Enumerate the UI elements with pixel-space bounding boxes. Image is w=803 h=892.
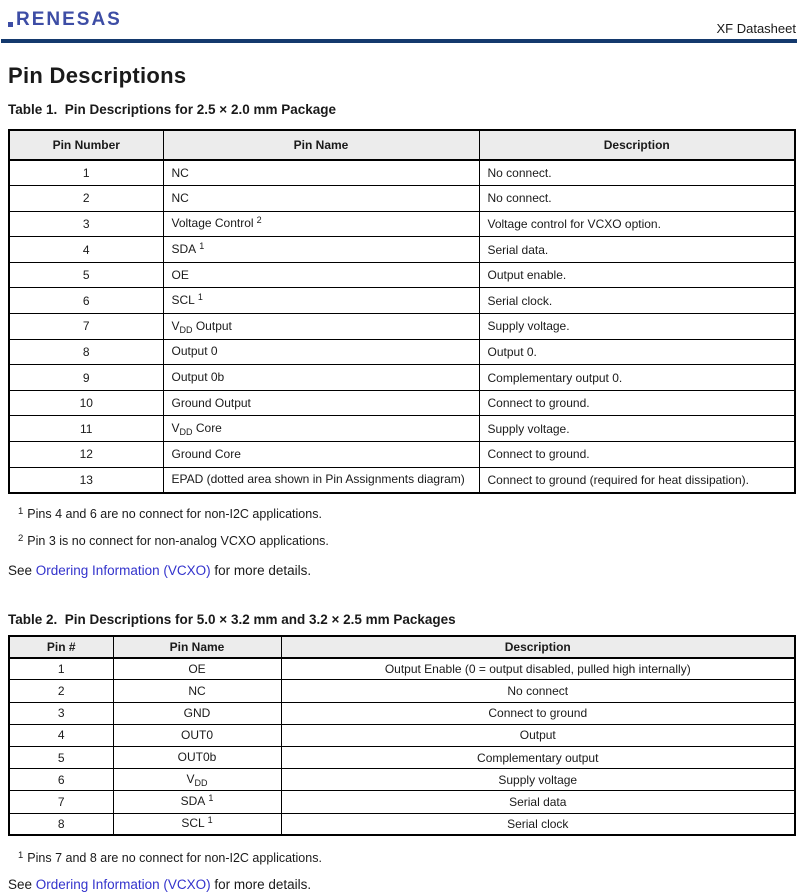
table-row [9,365,795,391]
pin-number-cell: 3 [9,211,163,237]
table-row [9,237,795,263]
pin-name-cell [163,288,479,314]
col-header-pin-name: Pin Name [163,130,479,160]
pin-name-text: NC [188,683,206,698]
pin-name-footnote-marker: 1 [208,793,214,804]
page-header [0,0,803,39]
pin-number-cell: 10 [9,390,163,416]
footnote-text: Pin 3 is no connect for non-analog VCXO applications. [27,533,329,548]
pin-name-cell [113,813,281,835]
renesas-logo [8,9,122,33]
pin-description-cell: Output Enable (0 = output disabled, pulled high internally) [281,658,795,680]
pin-name-cell [163,339,479,365]
pin-number-cell: 2 [9,186,163,212]
pin-description-cell: Connect to ground (required for heat dissipation). [479,467,795,493]
pin-name-text: Ground Output [171,395,251,410]
pin-number-cell: 12 [9,442,163,468]
pin-name-footnote-marker: 1 [207,815,213,826]
pin-name-cell [113,769,281,791]
see-text-post: for more details. [210,562,312,578]
pin-description-cell: Output 0. [479,339,795,365]
see-text-post: for more details. [210,877,312,892]
pin-name-text: Output [192,318,232,333]
pin-description-cell: Output enable. [479,262,795,288]
pin-name-text: GND [183,705,211,720]
col-header-description: Description [479,130,795,160]
pin-name-text: OE [171,267,189,282]
see-ordering-note [8,877,803,892]
footnote-text: Pins 4 and 6 are no connect for non-I2C applications. [27,506,322,521]
pin-table-2 [8,635,796,837]
pin-name-text: EPAD (dotted area shown in Pin Assignments diagram) [171,472,465,487]
pin-description-cell: Connect to ground [281,702,795,724]
pin-name-text: V [171,421,180,436]
pin-name-cell [163,442,479,468]
pin-name-cell [163,365,479,391]
pin-name-cell [163,467,479,493]
pin-description-cell: No connect [281,680,795,702]
logo-square-icon [8,22,13,27]
table-header-row [9,130,795,160]
pin-name-text: OUT0 [180,727,213,742]
pin-name-cell [163,262,479,288]
table-row [9,467,795,493]
pin-name-cell [163,211,479,237]
col-header-pin-number: Pin # [9,636,113,658]
pin-description-cell: Supply voltage. [479,416,795,442]
col-header-pin-number: Pin Number [9,130,163,160]
pin-description-cell: Output [281,724,795,746]
footnote-marker: 1 [18,505,24,517]
pin-description-cell: Complementary output [281,746,795,768]
table-row [9,390,795,416]
pin-name-text: SCL [181,816,205,831]
page-title: Pin Descriptions [8,63,187,88]
pin-name-subscript: DD [179,324,193,335]
col-header-pin-name: Pin Name [113,636,281,658]
pin-name-cell [163,160,479,186]
pin-name-text: NC [171,165,189,180]
pin-description-cell: Connect to ground. [479,442,795,468]
pin-description-cell: Connect to ground. [479,390,795,416]
pin-number-cell: 7 [9,791,113,813]
pin-name-text: SDA [171,242,197,257]
table-row [9,724,795,746]
table-row [9,769,795,791]
pin-number-cell: 4 [9,724,113,746]
pin-number-cell: 2 [9,680,113,702]
pin-table-1 [8,129,796,494]
pin-name-text: V [171,318,180,333]
footnote [18,848,803,866]
pin-name-cell [113,702,281,724]
pin-name-footnote-marker: 1 [197,292,203,303]
footnote-marker: 1 [18,850,24,862]
pin-name-cell [113,791,281,813]
footnote [18,504,803,522]
document-title: XF Datasheet [716,21,796,36]
table1-caption: Table 1. Pin Descriptions for 2.5 × 2.0 mm Package [8,102,337,117]
table-row [9,791,795,813]
pin-description-cell: Supply voltage. [479,314,795,340]
pin-description-cell: Serial data. [479,237,795,263]
table1-footnotes [18,504,803,549]
pin-name-text: OE [188,661,206,676]
pin-name-subscript: DD [194,778,208,789]
pin-name-text: Output 0 [171,344,218,359]
pin-name-text: Ground Core [171,446,241,461]
table-row [9,262,795,288]
see-text-pre: See [8,877,36,892]
pin-name-text: Voltage Control [171,216,254,231]
ordering-information-link[interactable]: Ordering Information (VCXO) [35,877,211,892]
pin-description-cell: Serial data [281,791,795,813]
pin-name-text: NC [171,190,189,205]
pin-name-cell [163,237,479,263]
table-row [9,186,795,212]
pin-name-cell [113,658,281,680]
pin-number-cell: 11 [9,416,163,442]
pin-number-cell: 9 [9,365,163,391]
see-ordering-note [8,563,803,578]
pin-name-text: OUT0b [177,750,217,765]
table-row [9,160,795,186]
pin-number-cell: 1 [9,160,163,186]
pin-name-footnote-marker: 1 [199,241,205,252]
pin-name-cell [163,314,479,340]
pin-name-cell [163,416,479,442]
col-header-description: Description [281,636,795,658]
table-row [9,442,795,468]
pin-number-cell: 5 [9,262,163,288]
pin-name-text: SDA [180,794,206,809]
table-row [9,211,795,237]
pin-number-cell: 6 [9,288,163,314]
table-row [9,314,795,340]
pin-name-footnote-marker: 2 [256,215,262,226]
table2-caption: Table 2. Pin Descriptions for 5.0 × 3.2 mm and 3.2 × 2.5 mm Packages [8,611,456,627]
logo-wordmark: RENESAS [16,9,122,30]
table-row [9,813,795,835]
pin-number-cell: 8 [9,339,163,365]
pin-name-text: SCL [171,293,195,308]
pin-name-cell [113,746,281,768]
pin-name-text: Core [192,421,222,436]
header-rule [1,39,797,43]
pin-name-cell [163,186,479,212]
pin-description-cell: Complementary output 0. [479,365,795,391]
ordering-information-link[interactable]: Ordering Information (VCXO) [35,562,211,578]
pin-description-cell: Supply voltage [281,769,795,791]
table2-footnotes [18,848,803,866]
pin-description-cell: Voltage control for VCXO option. [479,211,795,237]
pin-number-cell: 7 [9,314,163,340]
pin-number-cell: 8 [9,813,113,835]
pin-name-cell [113,680,281,702]
pin-name-cell [113,724,281,746]
see-text-pre: See [8,562,36,578]
pin-number-cell: 13 [9,467,163,493]
pin-name-text: V [186,772,195,787]
pin-name-text: Output 0b [171,370,225,385]
pin-number-cell: 3 [9,702,113,724]
pin-name-subscript: DD [179,427,193,438]
pin-description-cell: Serial clock. [479,288,795,314]
table-row [9,658,795,680]
pin-description-cell: Serial clock [281,813,795,835]
pin-number-cell: 6 [9,769,113,791]
footnote-text: Pins 7 and 8 are no connect for non-I2C applications. [27,851,322,866]
table-row [9,339,795,365]
table-row [9,746,795,768]
footnote-marker: 2 [18,532,24,544]
pin-number-cell: 4 [9,237,163,263]
pin-description-cell: No connect. [479,160,795,186]
table-header-row [9,636,795,658]
table-row [9,702,795,724]
table-row [9,680,795,702]
table-row [9,288,795,314]
footnote [18,531,803,549]
table-row [9,416,795,442]
pin-name-cell [163,390,479,416]
pin-description-cell: No connect. [479,186,795,212]
pin-number-cell: 1 [9,658,113,680]
pin-number-cell: 5 [9,746,113,768]
